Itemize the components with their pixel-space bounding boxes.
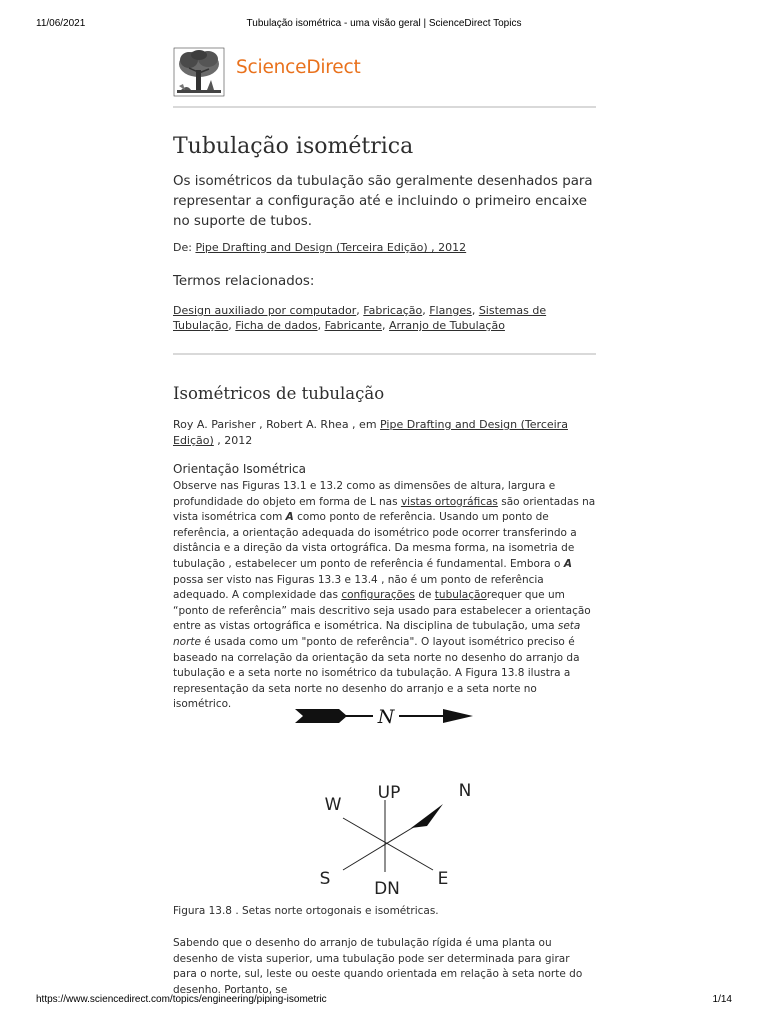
related-terms-heading: Termos relacionados: xyxy=(173,274,315,289)
section-title: Isométricos de tubulação xyxy=(173,384,385,403)
related-term-link[interactable]: Arranjo de Tubulação xyxy=(389,319,505,332)
svg-text:DN: DN xyxy=(374,879,400,897)
related-term-link[interactable]: Design auxiliado por computador xyxy=(173,304,357,317)
print-date: 11/06/2021 xyxy=(36,18,86,29)
isometric-north-arrow xyxy=(309,782,479,897)
related-term-link[interactable]: Fabricação xyxy=(363,304,423,317)
body-paragraph: Observe nas Figuras 13.1 e 13.2 como as dimensões de altura, largura e profundidade do objeto em forma de L nas vistas ortográficas são orientadas na vista isométrica com A como ponto de referência. Usando um ponto de referência, a orientação adequada do isométrico pode ocorrer transferindo a distância e a direção da vista ortográfica. Da mesma forma, na isometria de tubulação , estabelecer um ponto de referência é fundamental. Embora o A possa ser visto nas Figuras 13.3 e 13.4 , não é um ponto de referência adequado. A complexidade das configurações de tubulaçãorequer que um “ponto de referência” mais descritivo seja usado para estabelecer a orientação entre as vistas ortográfica e isométrica. Na disciplina de tubulação, uma seta norte é usada como um "ponto de referência". O layout isométrico preciso é baseado na correlação da orientação da seta norte no desenho do arranjo da tubulação e a seta norte no isométrico da tubulação. A Figura 13.8 ilustra a representação da seta norte no desenho do arranjo e a seta norte no isométrico. xyxy=(173,480,596,711)
term-link[interactable]: tubulação xyxy=(434,589,487,602)
topic-definition: Os isométricos da tubulação são geralmente desenhados para representar a configuração até e incluindo o primeiro encaixe no suporte de tubos. xyxy=(173,174,593,229)
book-link[interactable]: Pipe Drafting and Design (Terceira Edição) xyxy=(173,418,568,447)
related-term-link[interactable]: Sistemas de Tubulação xyxy=(173,304,547,332)
svg-text:E: E xyxy=(437,869,449,889)
svg-text:W: W xyxy=(324,795,342,815)
related-term-link[interactable]: Flanges xyxy=(429,304,472,317)
term-link[interactable]: vistas ortográficas xyxy=(400,495,498,508)
section-authors: Roy A. Parisher , Robert A. Rhea , em Pipe Drafting and Design (Terceira Edição) , 2012 xyxy=(173,418,568,447)
page-title: Tubulação isométrica xyxy=(173,134,414,159)
brand-name[interactable]: ScienceDirect xyxy=(236,57,361,78)
divider xyxy=(173,106,596,108)
related-term-link[interactable]: Ficha de dados xyxy=(235,319,318,332)
page-content xyxy=(173,40,596,996)
term-link[interactable]: configurações xyxy=(341,589,415,602)
subsection-heading: Orientação Isométrica xyxy=(173,462,306,476)
print-doc-title: Tubulação isométrica - uma visão geral | ScienceDirect Topics xyxy=(246,18,522,29)
divider xyxy=(173,353,596,355)
svg-text:N: N xyxy=(458,782,472,801)
svg-text:UP: UP xyxy=(377,783,401,803)
related-term-link[interactable]: Fabricante xyxy=(324,319,383,332)
related-terms-list: Design auxiliado por computador, Fabricação, Flanges, Sistemas de Tubulação, Ficha de dados, Fabricante, Arranjo de Tubulação xyxy=(173,304,547,332)
brand-header xyxy=(173,40,596,106)
definition-source: De: Pipe Drafting and Design (Terceira Edição) , 2012 xyxy=(173,241,467,254)
body-paragraph: Sabendo que o desenho do arranjo de tubulação rígida é uma planta ou desenho de vista superior, uma tubulação pode ser determinada para girar para o norte, sul, leste ou oeste quando orientada em relação à seta norte do desenho. Portanto, se xyxy=(173,937,583,996)
print-url: https://www.sciencedirect.com/topics/engineering/piping-isometric xyxy=(36,994,327,1005)
figure-caption: Figura 13.8 . Setas norte ortogonais e isométricas. xyxy=(173,905,439,917)
orthographic-north-arrow xyxy=(295,704,475,728)
print-page-number: 1/14 xyxy=(712,994,732,1005)
source-book-link[interactable]: Pipe Drafting and Design (Terceira Edição) , 2012 xyxy=(195,241,467,254)
elsevier-tree-icon xyxy=(173,46,225,98)
svg-text:S: S xyxy=(319,869,331,889)
north-arrow-label: N xyxy=(377,706,395,728)
